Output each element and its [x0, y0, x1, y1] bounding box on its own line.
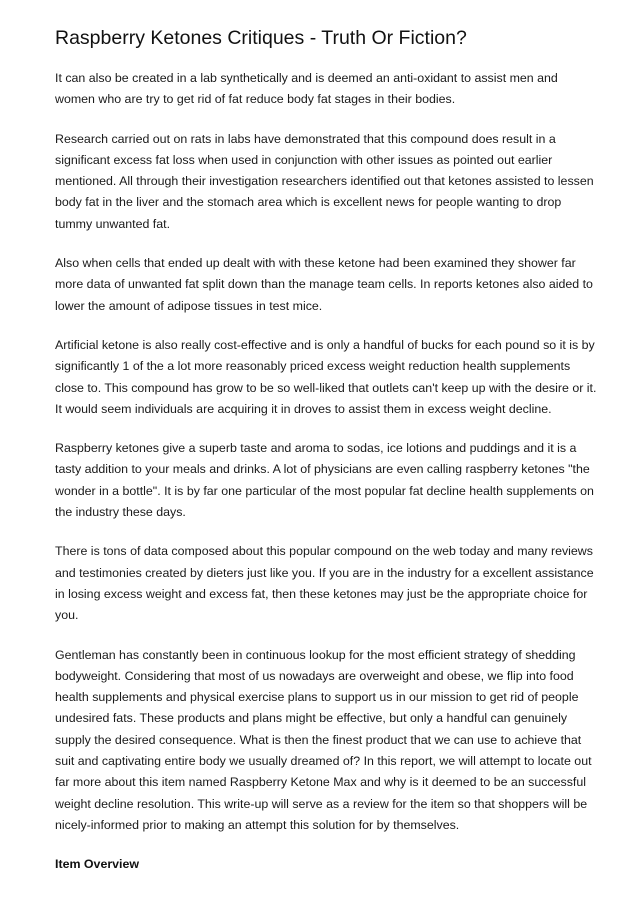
section-heading-item-overview: Item Overview: [55, 857, 140, 872]
document-title: Raspberry Ketones Critiques - Truth Or Fiction?: [55, 27, 467, 49]
paragraph-5: Raspberry ketones give a superb taste and aroma to sodas, ice lotions and puddings and it is a tasty addition to your meals and drinks. A lot of physicians are even calling raspberry ketones "the wonder in a bottle". It is by far one particular of the most popular fat decline health supplements on the industry these days.: [55, 441, 594, 520]
paragraph-7: Gentleman has constantly been in continuous lookup for the most efficient strategy of shedding bodyweight. Considering that most of us nowadays are overweight and obese, we flip into food health supplements and physical exercise plans to support us in our mission to get rid of people undesired fats. These products and plans might be effective, but only a handful can genuinely supply the desired consequence. What is then the finest product that we can use to achieve that suit and captivating entire body we usually dreamed of? In this report, we will attempt to locate out far more about this item named Raspberry Ketone Max and why is it deemed to be an successful weight decline resolution. This write-up will serve as a review for the item so that shoppers will be nicely-informed prior to making an attempt this solution for by themselves.: [55, 647, 592, 832]
paragraph-1: It can also be created in a lab synthetically and is deemed an anti-oxidant to assist men and women who are try to get rid of fat reduce body fat stages in their bodies.: [55, 71, 558, 107]
paragraph-4: Artificial ketone is also really cost-effective and is only a handful of bucks for each pound so it is by significantly 1 of the a lot more reasonably priced excess weight reduction health supplements close to. This compound has grow to be so well-liked that outlets can't keep up with the desire or it. It would seem individuals are acquiring it in droves to assist them in excess weight decline.: [55, 337, 597, 416]
document-page: [55, 25, 600, 875]
paragraph-6: There is tons of data composed about this popular compound on the web today and many reviews and testimonies created by dieters just like you. If you are in the industry for a excellent assistance in losing excess weight and excess fat, then these ketones may just be the appropriate choice for you.: [55, 544, 594, 623]
paragraph-3: Also when cells that ended up dealt with with these ketone had been examined they shower far more data of unwanted fat split down than the manage team cells. In reports ketones also aided to lower the amount of adipose tissues in test mice.: [55, 256, 593, 313]
paragraph-2: Research carried out on rats in labs have demonstrated that this compound does result in a significant excess fat loss when used in conjunction with other issues as pointed out earlier mentioned. All through their investigation researchers identified out that ketones assisted to lessen body fat in the liver and the stomach area which is excellent news for people wanting to drop tummy unwanted fat.: [55, 131, 594, 231]
